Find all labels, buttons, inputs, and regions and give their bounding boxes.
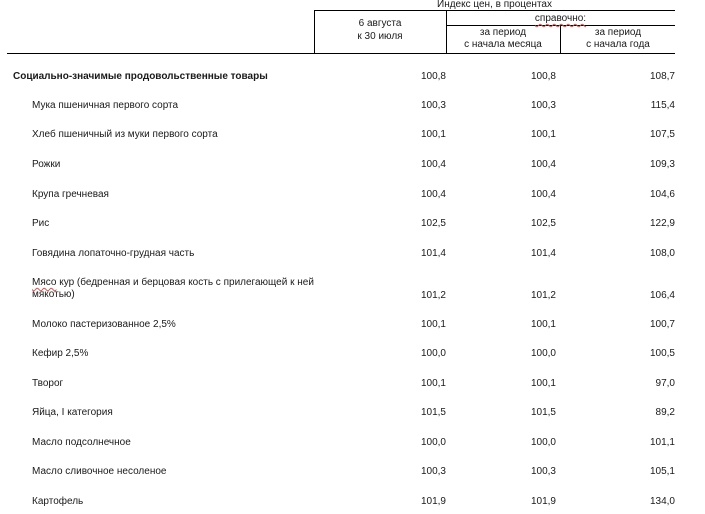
value-week: 102,5	[420, 218, 446, 229]
value-week: 100,1	[420, 319, 446, 330]
value-year: 104,6	[649, 189, 675, 200]
header-col-month	[446, 27, 560, 53]
value-year: 106,4	[649, 290, 675, 301]
header-col-week	[314, 14, 446, 52]
value-week: 100,3	[420, 100, 446, 111]
value-week: 101,5	[420, 407, 446, 418]
value-year: 115,4	[650, 100, 675, 111]
header-reference-label: справочно:	[534, 13, 587, 24]
value-year: 97,0	[655, 378, 675, 389]
value-week: 100,0	[420, 348, 446, 359]
row-label: Творог	[32, 378, 64, 389]
value-month: 101,5	[530, 407, 556, 418]
header-rule-ref	[446, 25, 675, 26]
header-col-year-line1: за период	[594, 27, 642, 38]
row-label: Рис	[32, 218, 50, 229]
value-year: 107,5	[649, 129, 675, 140]
value-month: 100,4	[530, 189, 556, 200]
row-label: Яйца, I категория	[32, 407, 113, 418]
value-month: 101,9	[530, 496, 556, 507]
header-reference	[446, 12, 675, 25]
value-week: 101,4	[420, 248, 446, 259]
header-col-week-line2: к 30 июля	[357, 31, 403, 42]
value-month: 101,2	[530, 290, 556, 301]
value-month: 100,1	[530, 129, 556, 140]
value-year: 108,0	[649, 248, 675, 259]
value-year: 109,3	[649, 159, 675, 170]
row-label: Рожки	[32, 159, 61, 170]
row-label: Масло подсолнечное	[32, 437, 131, 448]
row-label: Мука пшеничная первого сорта	[32, 100, 179, 111]
header-col-week-line1: 6 августа	[358, 18, 402, 29]
row-label: Социально-значимые продовольственные товары	[13, 71, 268, 82]
header-rule-top	[314, 10, 675, 11]
value-week: 100,8	[420, 71, 446, 82]
value-year: 89,2	[655, 407, 675, 418]
row-label: Картофель	[32, 496, 84, 507]
header-top-label: Индекс цен, в процентах	[437, 0, 552, 10]
value-week: 100,0	[420, 437, 446, 448]
value-week: 101,9	[420, 496, 446, 507]
value-week: 100,1	[420, 129, 446, 140]
row-label: Говядина лопаточно-грудная часть	[32, 248, 195, 259]
value-year: 134,0	[649, 496, 675, 507]
value-week: 100,1	[420, 378, 446, 389]
value-month: 100,0	[530, 348, 556, 359]
row-label: Хлеб пшеничный из муки первого сорта	[32, 129, 218, 140]
value-month: 102,5	[530, 218, 556, 229]
header-rule-bottom	[7, 53, 675, 54]
header-col-year	[561, 27, 675, 53]
value-year: 101,1	[649, 437, 675, 448]
row-label	[32, 277, 362, 301]
value-month: 100,4	[530, 159, 556, 170]
value-month: 100,1	[530, 378, 556, 389]
row-label: Масло сливочное несоленое	[32, 466, 167, 477]
row-label-word: Мясо	[32, 277, 57, 288]
row-label-rest: кур (бедренная и берцовая кость с прилегающей к ней	[56, 277, 314, 288]
value-year: 105,1	[649, 466, 675, 477]
value-month: 100,8	[530, 71, 556, 82]
value-month: 101,4	[530, 248, 556, 259]
header-col-month-line1: за период	[479, 27, 527, 38]
row-label: Молоко пастеризованное 2,5%	[32, 319, 176, 330]
value-month: 100,3	[530, 466, 556, 477]
value-month: 100,1	[530, 319, 556, 330]
header-col-month-line2: с начала месяца	[464, 39, 542, 50]
value-year: 122,9	[649, 218, 675, 229]
value-month: 100,0	[530, 437, 556, 448]
row-label: Крупа гречневая	[32, 189, 109, 200]
value-month: 100,3	[530, 100, 556, 111]
row-label-line2: мякотью)	[32, 289, 75, 300]
header-col-year-line2: с начала года	[586, 39, 650, 50]
value-year: 100,5	[649, 348, 675, 359]
value-week: 100,4	[420, 159, 446, 170]
value-week: 100,3	[420, 466, 446, 477]
row-label: Кефир 2,5%	[32, 348, 89, 359]
value-year: 100,7	[649, 319, 675, 330]
value-week: 101,2	[420, 290, 446, 301]
value-week: 100,4	[420, 189, 446, 200]
value-year: 108,7	[649, 71, 675, 82]
